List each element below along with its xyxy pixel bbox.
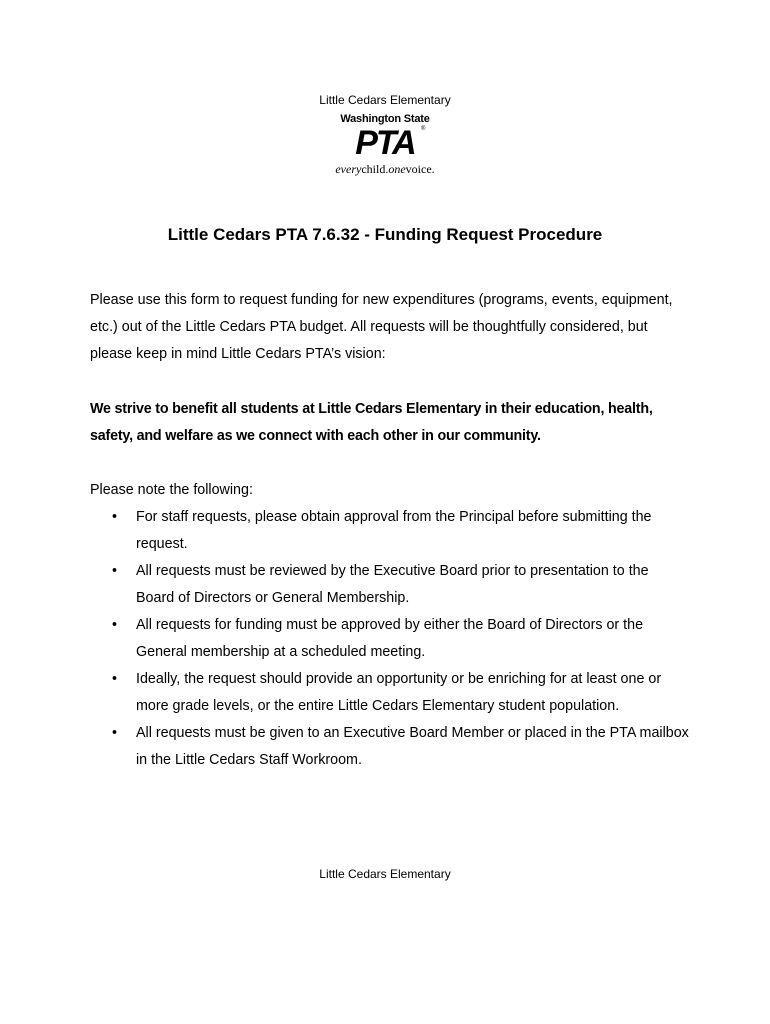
vision-statement: We strive to benefit all students at Little Cedars Elementary in their education, health, safety, and welfare as we connect with each other in our community. — [90, 401, 653, 444]
logo-state-name: Washington State — [340, 113, 430, 125]
header-school-name: Little Cedars Elementary — [319, 93, 451, 107]
logo-tagline-child: child. — [361, 162, 389, 176]
logo-tagline-one: one — [388, 162, 406, 176]
document-title: Little Cedars PTA 7.6.32 - Funding Request Procedure — [167, 225, 603, 244]
logo-tagline — [320, 162, 450, 177]
list-item — [90, 558, 690, 612]
bullet-icon: • — [112, 617, 118, 633]
note-heading: Please note the following: — [90, 482, 253, 498]
list-item-text: All requests must be reviewed by the Executive Board prior to presentation to the Board of Directors or General Membership. — [136, 563, 649, 606]
list-item — [90, 666, 690, 720]
intro-paragraph: Please use this form to request funding for new expenditures (programs, events, equipment, etc.) out of the Little Cedars PTA budget. All requests will be thoughtfully considered, but please keep in mind Little Cedars PTA’s vision: — [90, 292, 673, 362]
list-item-text: All requests for funding must be approved by either the Board of Directors or the General membership at a scheduled meeting. — [136, 617, 644, 660]
bullet-icon: • — [112, 671, 118, 687]
washington-state-pta-logo — [320, 113, 450, 177]
list-item — [90, 612, 690, 666]
footer-school-name: Little Cedars Elementary — [319, 867, 451, 881]
requirements-list — [90, 504, 690, 774]
logo-registered-mark: ® — [421, 126, 426, 132]
logo-tagline-voice: voice. — [405, 162, 435, 176]
bullet-icon: • — [112, 509, 118, 525]
logo-tagline-every: every — [335, 162, 362, 176]
list-item — [90, 504, 690, 558]
bullet-icon: • — [112, 725, 118, 741]
list-item-text: All requests must be given to an Executive Board Member or placed in the PTA mailbox in the Little Cedars Staff Workroom. — [136, 725, 689, 768]
list-item-text: Ideally, the request should provide an opportunity or be enriching for at least one or more grade levels, or the entire Little Cedars Elementary student population. — [136, 671, 662, 714]
bullet-icon: • — [112, 563, 118, 579]
list-item-text: For staff requests, please obtain approval from the Principal before submitting the request. — [136, 509, 652, 552]
logo-pta-wordmark: PTA — [355, 124, 415, 162]
list-item — [90, 720, 690, 774]
